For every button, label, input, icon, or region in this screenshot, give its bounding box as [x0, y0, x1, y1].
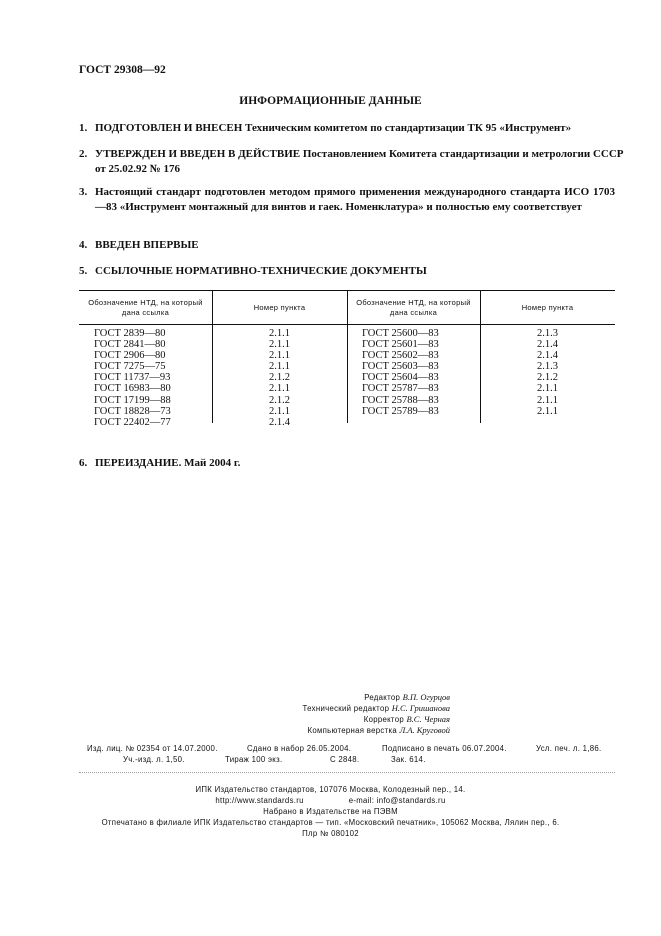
column-divider [347, 325, 348, 423]
header-point-right: Номер пункта [521, 302, 574, 312]
item-number: 1. [79, 122, 88, 134]
info-item-2 [79, 147, 631, 177]
divider [79, 772, 615, 773]
typeset-date: Сдано в набор 26.05.2004. [247, 744, 352, 753]
table-cell: 2.1.1 [269, 405, 290, 417]
table-cell: 2.1.1 [269, 361, 290, 373]
editorial-credits [230, 692, 450, 736]
editor-role: Технический редактор [302, 704, 390, 713]
item-text: ВВЕДЕН ВПЕРВЫЕ [95, 239, 199, 251]
table-cell: ГОСТ 22402—77 [94, 416, 171, 428]
header-doc-left: Обозначение НТД, на который дана ссылка [88, 297, 203, 317]
editor-role: Корректор [363, 715, 404, 724]
column-divider [347, 291, 348, 324]
header-doc-right: Обозначение НТД, на который дана ссылка [356, 297, 471, 317]
table-cell: 2.1.1 [269, 328, 290, 339]
table-cell: 2.1.1 [537, 383, 558, 395]
table-cell: 2.1.2 [269, 372, 290, 384]
reference-documents-table [79, 290, 615, 428]
column-divider [212, 291, 213, 324]
document-code: ГОСТ 29308—92 [79, 64, 166, 76]
website-link[interactable]: http://www.standards.ru [215, 796, 304, 805]
editor-line [230, 703, 450, 714]
table-body [79, 325, 615, 428]
email-link[interactable]: e-mail: info@standards.ru [348, 796, 446, 805]
table-cell: ГОСТ 25600—83 [362, 328, 439, 339]
table-cell: ГОСТ 25789—83 [362, 405, 439, 417]
table-cell: ГОСТ 16983—80 [94, 383, 171, 395]
table-cell: 2.1.2 [269, 394, 290, 406]
table-cell: 2.1.3 [537, 361, 558, 373]
editor-name: В.П. Огурцов [402, 692, 450, 702]
table-cell: ГОСТ 25604—83 [362, 372, 439, 384]
item-number: 2. [79, 148, 88, 160]
right-point-column [480, 328, 615, 417]
c-number: С 2848. [330, 755, 360, 764]
printer-contacts [0, 795, 661, 806]
editor-name: Л.А. Круговой [399, 725, 450, 735]
editor-name: В.С. Черная [406, 714, 450, 724]
table-cell: 2.1.3 [537, 328, 558, 339]
right-doc-column [362, 328, 439, 417]
print-sheets: Усл. печ. л. 1,86. [536, 744, 602, 753]
editor-role: Компьютерная верстка [307, 726, 397, 735]
table-cell: ГОСТ 25787—83 [362, 383, 439, 395]
printer-address: ИПК Издательство стандартов, 107076 Москва, Колодезный пер., 14. [195, 785, 466, 794]
table-cell: ГОСТ 18828—73 [94, 405, 171, 417]
editor-line [230, 714, 450, 725]
table-cell: 2.1.4 [537, 339, 558, 351]
left-doc-column [94, 328, 171, 428]
section-title: ИНФОРМАЦИОННЫЕ ДАННЫЕ [239, 95, 422, 107]
table-cell: ГОСТ 2839—80 [94, 328, 166, 339]
item-text: ССЫЛОЧНЫЕ НОРМАТИВНО-ТЕХНИЧЕСКИЕ ДОКУМЕНТЫ [95, 265, 427, 277]
license-info: Изд. лиц. № 02354 от 14.07.2000. [87, 744, 218, 753]
item-number: 6. [79, 457, 88, 469]
editor-line [230, 725, 450, 736]
license-number: Плр № 080102 [302, 829, 359, 838]
printer-info [0, 784, 661, 839]
header-point-left: Номер пункта [253, 302, 306, 312]
editor-name: Н.С. Гришанова [391, 703, 450, 713]
info-item-6 [79, 456, 615, 471]
table-cell: ГОСТ 17199—88 [94, 394, 171, 406]
item-text: УТВЕРЖДЕН И ВВЕДЕН В ДЕЙСТВИЕ Постановлением Комитета стандартизации и метрологии СССР от 25.02.92 № 176 [95, 148, 624, 175]
table-cell: 2.1.4 [537, 350, 558, 362]
info-item-3 [79, 185, 615, 215]
item-number: 3. [79, 186, 88, 198]
table-cell: ГОСТ 25603—83 [362, 361, 439, 373]
print-branch-note: Отпечатано в филиале ИПК Издательство стандартов — тип. «Московский печатник», 105062 Москва, Лялин пер., 6. [101, 818, 560, 827]
signed-date: Подписано в печать 06.07.2004. [382, 744, 507, 753]
item-number: 4. [79, 239, 88, 251]
info-item-1 [79, 121, 615, 136]
editor-role: Редактор [364, 693, 401, 702]
item-number: 5. [79, 265, 88, 277]
table-cell: ГОСТ 7275—75 [94, 361, 166, 373]
order-number: Зак. 614. [391, 755, 426, 764]
table-cell: 2.1.4 [269, 416, 290, 428]
item-text: ПОДГОТОВЛЕН И ВНЕСЕН Техническим комитетом по стандартизации ТК 95 «Инструмент» [95, 122, 572, 134]
table-cell: 2.1.2 [537, 372, 558, 384]
info-item-4 [79, 238, 615, 253]
column-divider [480, 291, 481, 324]
table-cell: ГОСТ 25602—83 [362, 350, 439, 362]
table-cell: ГОСТ 25601—83 [362, 339, 439, 351]
item-text: ПЕРЕИЗДАНИЕ. Май 2004 г. [95, 457, 241, 469]
table-cell: 2.1.1 [269, 339, 290, 351]
table-cell: ГОСТ 2841—80 [94, 339, 166, 351]
table-cell: ГОСТ 2906—80 [94, 350, 166, 362]
editor-line [230, 692, 450, 703]
table-cell: ГОСТ 11737—93 [94, 372, 171, 384]
table-cell: 2.1.1 [269, 350, 290, 362]
copies: Тираж 100 экз. [225, 755, 283, 764]
table-cell: 2.1.1 [537, 394, 558, 406]
table-cell: ГОСТ 25788—83 [362, 394, 439, 406]
edu-sheets: Уч.-изд. л. 1,50. [123, 755, 185, 764]
typeset-note: Набрано в Издательстве на ПЭВМ [263, 807, 398, 816]
info-item-5 [79, 264, 615, 279]
item-text: Настоящий стандарт подготовлен методом прямого применения международного стандарта ИСО 1703—83 «Инструмент монтажный для винтов и гаек. Номенклатура» и полностью ему соответствует [95, 186, 615, 213]
table-cell: 2.1.1 [269, 383, 290, 395]
left-point-column [212, 328, 347, 428]
table-cell: 2.1.1 [537, 405, 558, 417]
table-header [79, 291, 615, 325]
